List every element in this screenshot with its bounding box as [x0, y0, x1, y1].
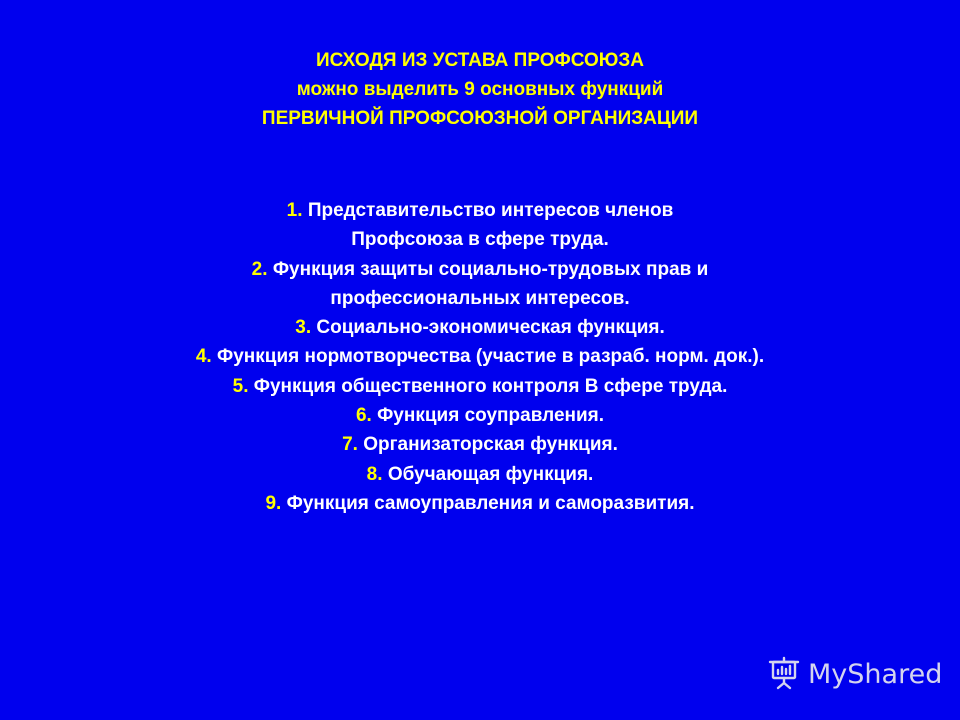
function-text: Функция защиты социально-трудовых прав и — [272, 258, 709, 280]
function-number: 9. — [265, 492, 282, 514]
heading-line-3: ПЕРВИЧНОЙ ПРОФСОЮЗНОЙ ОРГАНИЗАЦИИ — [261, 108, 699, 129]
function-text: Функция самоуправления и саморазвития. — [286, 492, 695, 514]
function-number: 6. — [355, 405, 372, 427]
function-item-8 — [0, 460, 960, 489]
function-number: 3. — [295, 317, 312, 339]
function-item-1 — [0, 196, 960, 255]
function-number: 8. — [366, 463, 383, 485]
functions-list — [0, 196, 960, 518]
myshared-watermark — [766, 654, 942, 694]
function-text: Социально-экономическая функция. — [316, 317, 665, 339]
function-text-continued: профессиональных интересов. — [330, 287, 630, 309]
function-text: Функция нормотворчества (участие в разраб. норм. док.). — [217, 346, 765, 368]
function-item-5 — [0, 372, 960, 401]
function-text: Организаторская функция. — [363, 434, 618, 456]
function-text: Представительство интересов членов — [307, 200, 674, 221]
function-text: Функция общественного контроля В сфере труда. — [253, 375, 728, 397]
function-text: Обучающая функция. — [387, 463, 594, 485]
function-item-7 — [0, 430, 960, 459]
function-item-3 — [0, 313, 960, 342]
function-item-9 — [0, 489, 960, 518]
function-text: Функция соуправления. — [377, 405, 605, 427]
function-number: 2. — [251, 258, 268, 280]
slide-heading — [0, 46, 960, 133]
function-number: 1. — [286, 200, 303, 221]
function-number: 5. — [232, 375, 249, 397]
watermark-text: MyShared — [808, 658, 943, 690]
function-number: 4. — [195, 346, 212, 368]
function-item-4 — [0, 342, 960, 371]
heading-line-2: можно выделить 9 основных функций — [296, 79, 664, 100]
function-text-continued: Профсоюза в сфере труда. — [351, 229, 609, 251]
function-item-6 — [0, 401, 960, 430]
presentation-board-icon — [766, 656, 802, 692]
function-number: 7. — [342, 434, 358, 456]
heading-line-1: ИСХОДЯ ИЗ УСТАВА ПРОФСОЮЗА — [316, 50, 644, 71]
function-item-2 — [0, 255, 960, 314]
